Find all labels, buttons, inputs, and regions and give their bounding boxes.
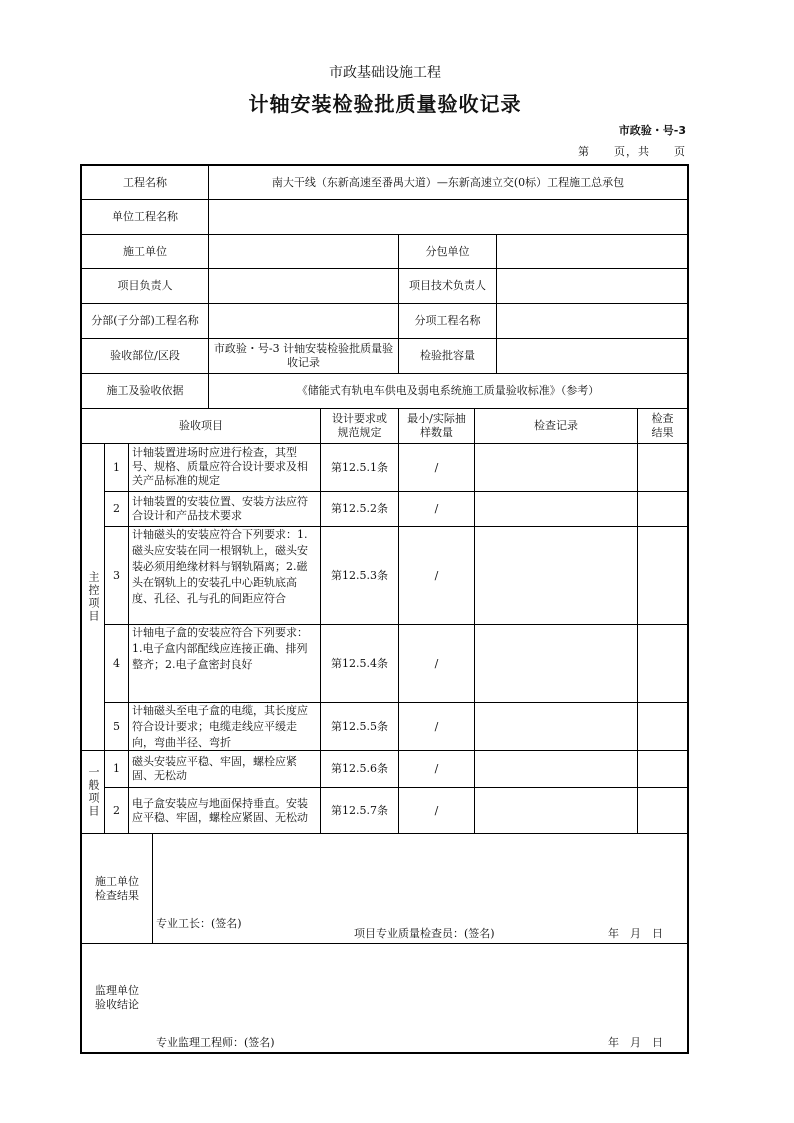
main-row-4-no: 4 xyxy=(113,656,120,670)
header-design: 设计要求或规范规定 xyxy=(332,412,387,439)
supervision-date: 年 月 日 xyxy=(608,1036,663,1049)
subcontractor-value xyxy=(497,235,687,268)
general-label: 一般项目 xyxy=(87,766,100,818)
header-record: 检查记录 xyxy=(534,419,578,432)
project-manager-value xyxy=(209,269,398,303)
supervision-label: 监理单位验收结论 xyxy=(95,984,139,1011)
general-row-1-clause: 第12.5.6条 xyxy=(331,762,388,775)
construction-unit-label: 施工单位 xyxy=(123,244,167,258)
project-name-value: 南大干线（东新高速至番禺大道）—东新高速立交(0标）工程施工总承包 xyxy=(271,175,625,189)
main-row-3-sample: / xyxy=(434,568,439,582)
form-code: 市政验・号-3 xyxy=(618,124,686,137)
subdivision-label: 分部(子分部)工程名称 xyxy=(91,314,199,327)
main-row-4-clause: 第12.5.4条 xyxy=(331,656,388,670)
main-row-4-text: 计轴电子盒的安装应符合下列要求：1.电子盒内部配线应连接正确、排列整齐；2.电子盒密封良好 xyxy=(132,626,308,671)
supervising-engineer-signature: 专业监理工程师：(签名) xyxy=(156,1036,275,1049)
unit-project-label: 单位工程名称 xyxy=(112,210,178,223)
location-label: 验收部位/区段 xyxy=(110,349,180,362)
general-row-2-no: 2 xyxy=(113,803,120,817)
item-project-label: 分项工程名称 xyxy=(414,314,481,327)
main-row-5-no: 5 xyxy=(113,719,120,733)
subdivision-value xyxy=(209,304,398,338)
main-row-2-sample: / xyxy=(434,502,439,515)
main-row-5-text: 计轴磁头至电子盒的电缆，其长度应符合设计要求；电缆走线应平缓走向，弯曲半径、弯折 xyxy=(132,704,308,749)
general-row-2-sample: / xyxy=(434,803,439,817)
general-row-1-text: 磁头安装应平稳、牢固，螺栓应紧固、无松动 xyxy=(132,755,297,782)
general-row-1-no: 1 xyxy=(113,762,120,775)
foreman-signature: 专业工长：(签名) xyxy=(156,917,242,930)
subcontractor-label: 分包单位 xyxy=(425,244,470,258)
main-row-1-no: 1 xyxy=(113,460,120,474)
project-manager-label: 项目负责人 xyxy=(117,279,173,292)
main-row-5-clause: 第12.5.5条 xyxy=(331,719,388,733)
general-row-2-text: 电子盒安装应与地面保持垂直。安装应平稳、牢固，螺栓应紧固、无松动 xyxy=(132,796,308,824)
main-row-2-text: 计轴装置的安装位置、安装方法应符合设计和产品技术要求 xyxy=(132,495,308,522)
basis-value: 《储能式有轨电车供电及弱电系统施工质量验收标准》（参考） xyxy=(296,384,600,397)
header-sample: 最小/实际抽样数量 xyxy=(407,412,466,439)
main-row-1-clause: 第12.5.1条 xyxy=(331,460,388,474)
construction-check-label: 施工单位检查结果 xyxy=(95,874,139,902)
unit-project-value xyxy=(209,200,687,234)
quality-inspector-signature: 项目专业质量检查员：(签名) xyxy=(354,927,495,940)
page-count: 第 页，共 页 xyxy=(578,145,686,158)
document-subtitle: 市政基础设施工程 xyxy=(329,65,441,81)
general-row-1-sample: / xyxy=(434,762,439,775)
construction-unit-value xyxy=(209,235,398,268)
basis-label: 施工及验收依据 xyxy=(106,384,184,397)
item-project-value xyxy=(497,304,687,338)
main-row-3-no: 3 xyxy=(113,568,120,582)
header-result: 检查结果 xyxy=(651,412,674,439)
project-name-label: 工程名称 xyxy=(123,175,167,189)
main-row-2-no: 2 xyxy=(113,502,120,515)
general-row-2-clause: 第12.5.7条 xyxy=(331,803,388,817)
main-row-2-clause: 第12.5.2条 xyxy=(331,502,388,515)
main-row-1-text: 计轴装置进场时应进行检查，其型号、规格、质量应符合设计要求及相关产品标准的规定 xyxy=(132,446,308,487)
main-row-3-clause: 第12.5.3条 xyxy=(331,568,388,582)
location-value: 市政验・号-3 计轴安装检验批质量验收记录 xyxy=(213,342,394,369)
header-item: 验收项目 xyxy=(179,419,223,432)
document-title: 计轴安装检验批质量验收记录 xyxy=(248,92,522,116)
batch-capacity-value xyxy=(497,339,687,373)
main-row-3-text: 计轴磁头的安装应符合下列要求：1.磁头应安装在同一根钢轨上，磁头安装必须用绝缘材料与钢轨隔离；2.磁头在钢轨上的安装孔中心距轨底高度、孔径、孔与孔的间距应符合 xyxy=(132,528,308,605)
main-row-5-sample: / xyxy=(434,719,439,733)
tech-manager-value xyxy=(497,269,687,303)
main-row-4-sample: / xyxy=(434,656,439,670)
tech-manager-label: 项目技术负责人 xyxy=(409,279,486,292)
main-control-label: 主控项目 xyxy=(87,571,100,623)
main-row-1-sample: / xyxy=(434,460,439,474)
construction-check-date: 年 月 日 xyxy=(608,927,663,940)
batch-capacity-label: 检验批容量 xyxy=(420,349,475,362)
